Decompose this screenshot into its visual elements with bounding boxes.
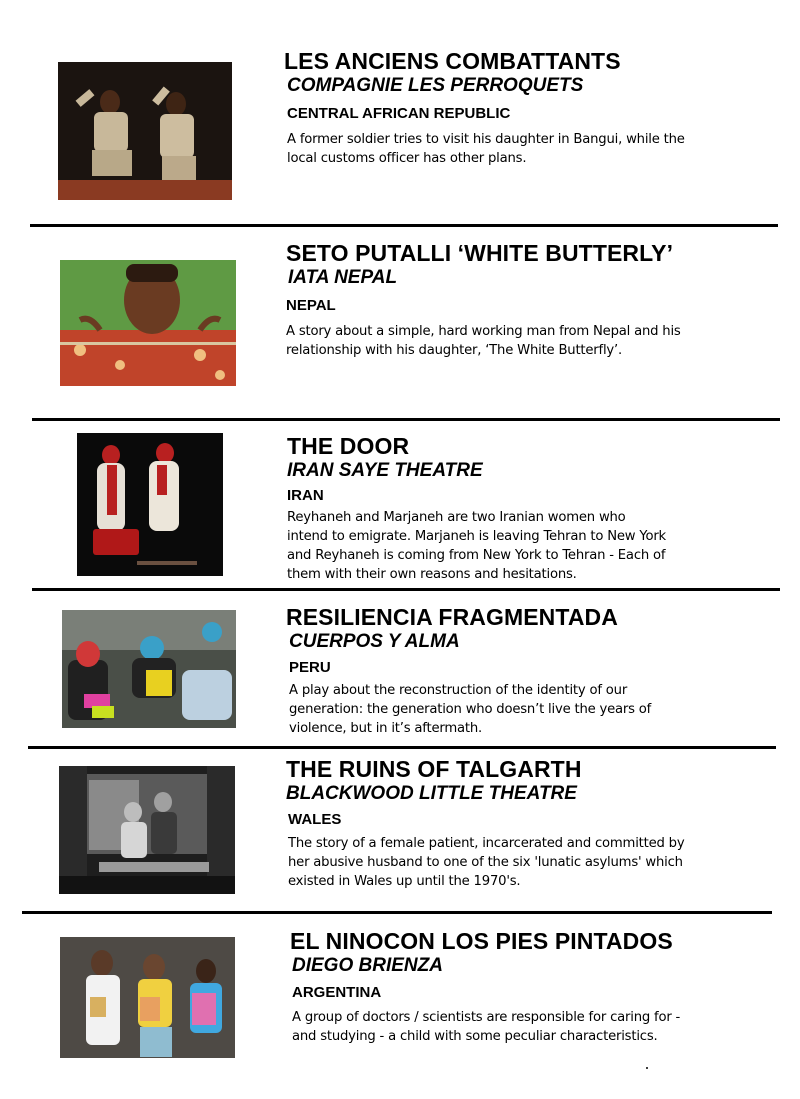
production-title: THE RUINS OF TALGARTH xyxy=(286,756,582,782)
country-label: PERU xyxy=(289,659,331,676)
production-title: SETO PUTALLI ‘WHITE BUTTERLY’ xyxy=(286,240,674,266)
entry-2-text xyxy=(286,240,691,360)
section-divider xyxy=(30,224,778,227)
production-photo-el-nino-con-los-pies-pintados xyxy=(60,937,235,1058)
country-label: NEPAL xyxy=(286,297,336,314)
section-divider xyxy=(32,418,780,421)
company-name: IRAN SAYE THEATRE xyxy=(287,460,483,481)
production-title: EL NINOCON LOS PIES PINTADOS xyxy=(290,928,673,954)
country-label: WALES xyxy=(288,811,342,828)
production-description: A former soldier tries to visit his daughter in Bangui, while the local customs officer has other plans. xyxy=(287,132,685,166)
company-name: IATA NEPAL xyxy=(288,267,398,288)
company-name: DIEGO BRIENZA xyxy=(292,955,443,976)
country-label: ARGENTINA xyxy=(292,984,382,1001)
entry-6-text xyxy=(290,928,692,1046)
production-photo-the-door xyxy=(77,433,223,576)
company-name: BLACKWOOD LITTLE THEATRE xyxy=(286,783,577,804)
stray-dot xyxy=(646,1067,648,1069)
entry-4-text xyxy=(286,604,659,738)
section-divider xyxy=(22,911,772,914)
production-title: LES ANCIENS COMBATTANTS xyxy=(284,48,621,74)
production-description: A group of doctors / scientists are responsible for caring for - and studying - a child with some peculiar characteristics. xyxy=(292,1010,681,1044)
entry-5-text xyxy=(286,756,698,891)
entry-3-text xyxy=(287,433,667,584)
production-photo-the-ruins-of-talgarth xyxy=(59,766,235,894)
production-photo-les-anciens-combattants xyxy=(58,62,232,200)
production-description: The story of a female patient, incarcerated and committed by her abusive husband to one of the six 'lunatic asylums' which existed in Wales up until the 1970's. xyxy=(288,836,685,889)
country-label: CENTRAL AFRICAN REPUBLIC xyxy=(287,105,511,122)
company-name: CUERPOS Y ALMA xyxy=(289,631,460,652)
production-photo-resiliencia-fragmentada xyxy=(62,610,236,728)
section-divider xyxy=(32,588,780,591)
section-divider xyxy=(28,746,776,749)
production-description: A story about a simple, hard working man from Nepal and his relationship with his daughter, ‘The White Butterfly’. xyxy=(286,324,681,358)
production-photo-seto-putalli xyxy=(60,260,236,386)
country-label: IRAN xyxy=(287,487,324,504)
company-name: COMPAGNIE LES PERROQUETS xyxy=(287,75,584,96)
entry-1-text xyxy=(284,48,707,168)
production-title: RESILIENCIA FRAGMENTADA xyxy=(286,604,618,630)
production-description: Reyhaneh and Marjaneh are two Iranian women who intend to emigrate. Marjaneh is leaving Tehran to New York and Reyhaneh is coming from New York to Tehran - Each of them with their own reasons and hesitations. xyxy=(287,510,666,582)
production-title: THE DOOR xyxy=(287,433,410,459)
production-description: A play about the reconstruction of the identity of our generation: the generation who doesn’t live the years of violence, but in it’s aftermath. xyxy=(289,683,652,736)
